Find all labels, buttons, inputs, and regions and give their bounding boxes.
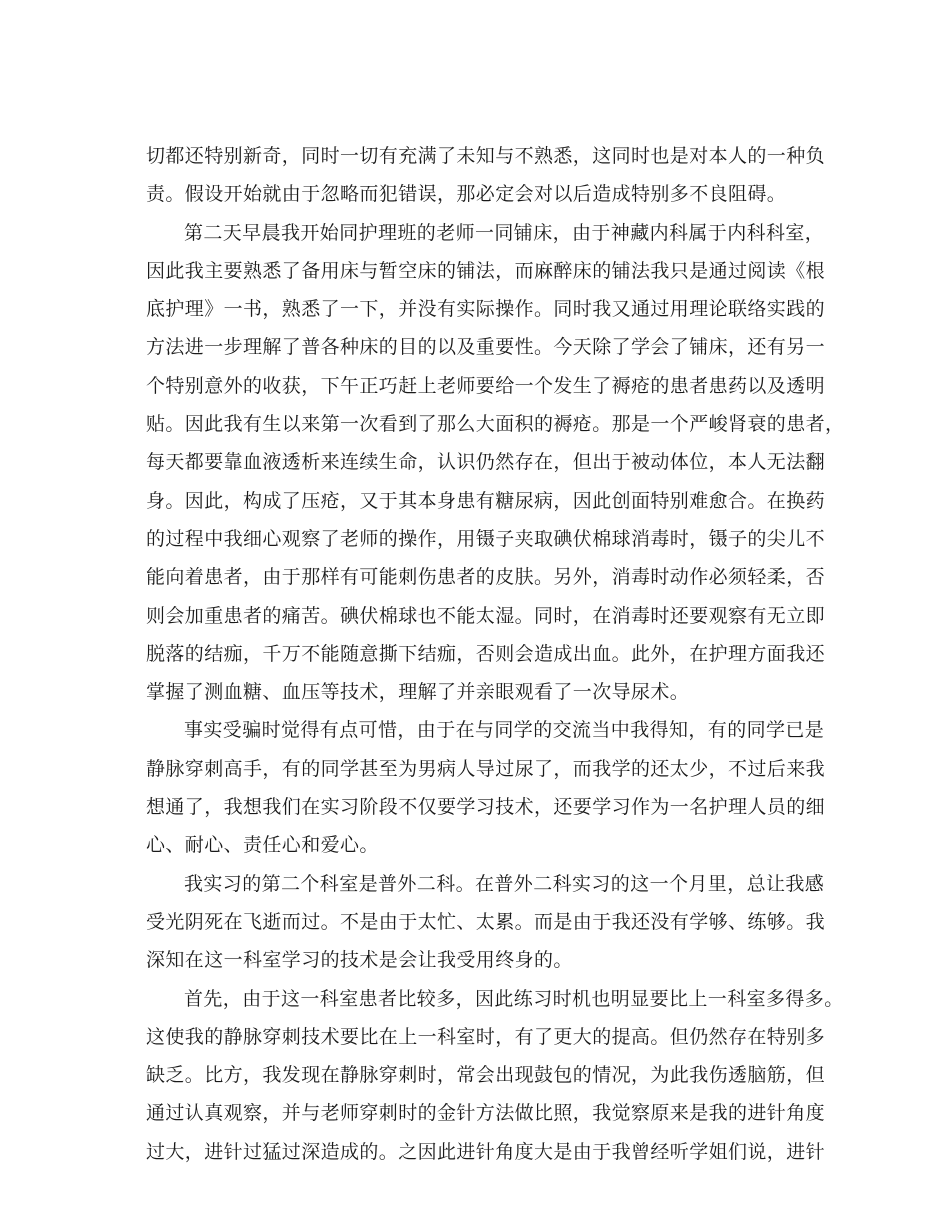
paragraph-first-line: 我实习的第二个科室是普外二科。在普外二科实习的这一个月里，总让我感: [184, 872, 825, 895]
text-line: 责。假设开始就由于忽略而犯错误，那必定会对以后造成特别多不良阻碍。: [146, 183, 787, 206]
text-line: 掌握了测血糖、血压等技术，理解了并亲眼观看了一次导尿术。: [146, 681, 690, 704]
text-line: 这使我的静脉穿刺技术要比在上一科室时，有了更大的提高。但仍然存在特别多: [146, 1025, 826, 1048]
text-line: 身。因此，构成了压疮，又于其本身患有糖尿病，因此创面特别难愈合。在换药: [146, 489, 826, 512]
text-line: 深知在这一科室学习的技术是会让我受用终身的。: [146, 949, 573, 972]
text-line: 个特别意外的收获，下午正巧赶上老师要给一个发生了褥疮的患者患药以及透明: [146, 374, 826, 397]
paragraph-first-line: 第二天早晨我开始同护理班的老师一同铺床，由于神藏内科属于内科科室，: [184, 221, 825, 244]
text-line: 过大，进针过猛过深造成的。之因此进针角度大是由于我曾经听学姐们说，进针: [146, 1140, 826, 1163]
paragraph-first-line: 事实受骗时觉得有点可惜，由于在与同学的交流当中我得知，有的同学已是: [184, 719, 825, 742]
text-line: 能向着患者，由于那样有可能刺伤患者的皮肤。另外，消毒时动作必须轻柔，否: [146, 566, 826, 589]
text-line: 底护理》一书，熟悉了一下，并没有实际操作。同时我又通过用理论联络实践的: [146, 298, 826, 321]
text-line: 方法进一步理解了普各种床的目的以及重要性。今天除了学会了铺床，还有另一: [146, 336, 826, 359]
text-line: 切都还特别新奇，同时一切有充满了未知与不熟悉，这同时也是对本人的一种负: [146, 145, 826, 167]
text-line: 每天都要靠血液透析来连续生命，认识仍然存在，但出于被动体位，本人无法翻: [146, 451, 826, 474]
text-line: 心、耐心、责任心和爱心。: [146, 834, 379, 857]
text-line: 受光阴死在飞逝而过。不是由于太忙、太累。而是由于我还没有学够、练够。我: [146, 910, 826, 933]
text-line: 因此我主要熟悉了备用床与暂空床的铺法，而麻醉床的铺法我只是通过阅读《根: [146, 259, 826, 282]
text-line: 想通了，我想我们在实习阶段不仅要学习技术，还要学习作为一名护理人员的细: [146, 796, 826, 819]
text-line: 的过程中我细心观察了老师的操作，用镊子夹取碘伏棉球消毒时，镊子的尖儿不: [146, 527, 826, 550]
text-line: 则会加重患者的痛苦。碘伏棉球也不能太湿。同时，在消毒时还要观察有无立即: [146, 604, 826, 627]
text-line: 贴。因此我有生以来第一次看到了那么大面积的褥疮。那是一个严峻肾衰的患者，: [146, 413, 845, 436]
text-line: 通过认真观察，并与老师穿刺时的金针方法做比照，我觉察原来是我的进针角度: [146, 1102, 826, 1125]
text-line: 缺乏。比方，我发现在静脉穿刺时，常会出现鼓包的情况，为此我伤透脑筋，但: [146, 1064, 826, 1087]
paragraph-first-line: 首先，由于这一科室患者比较多，因此练习时机也明显要比上一科室多得多。: [184, 987, 844, 1010]
text-line: 静脉穿刺高手，有的同学甚至为男病人导过尿了，而我学的还太少，不过后来我: [146, 757, 826, 780]
text-line: 脱落的结痂，千万不能随意撕下结痂，否则会造成出血。此外，在护理方面我还: [146, 642, 826, 665]
document-body: [146, 137, 845, 1171]
